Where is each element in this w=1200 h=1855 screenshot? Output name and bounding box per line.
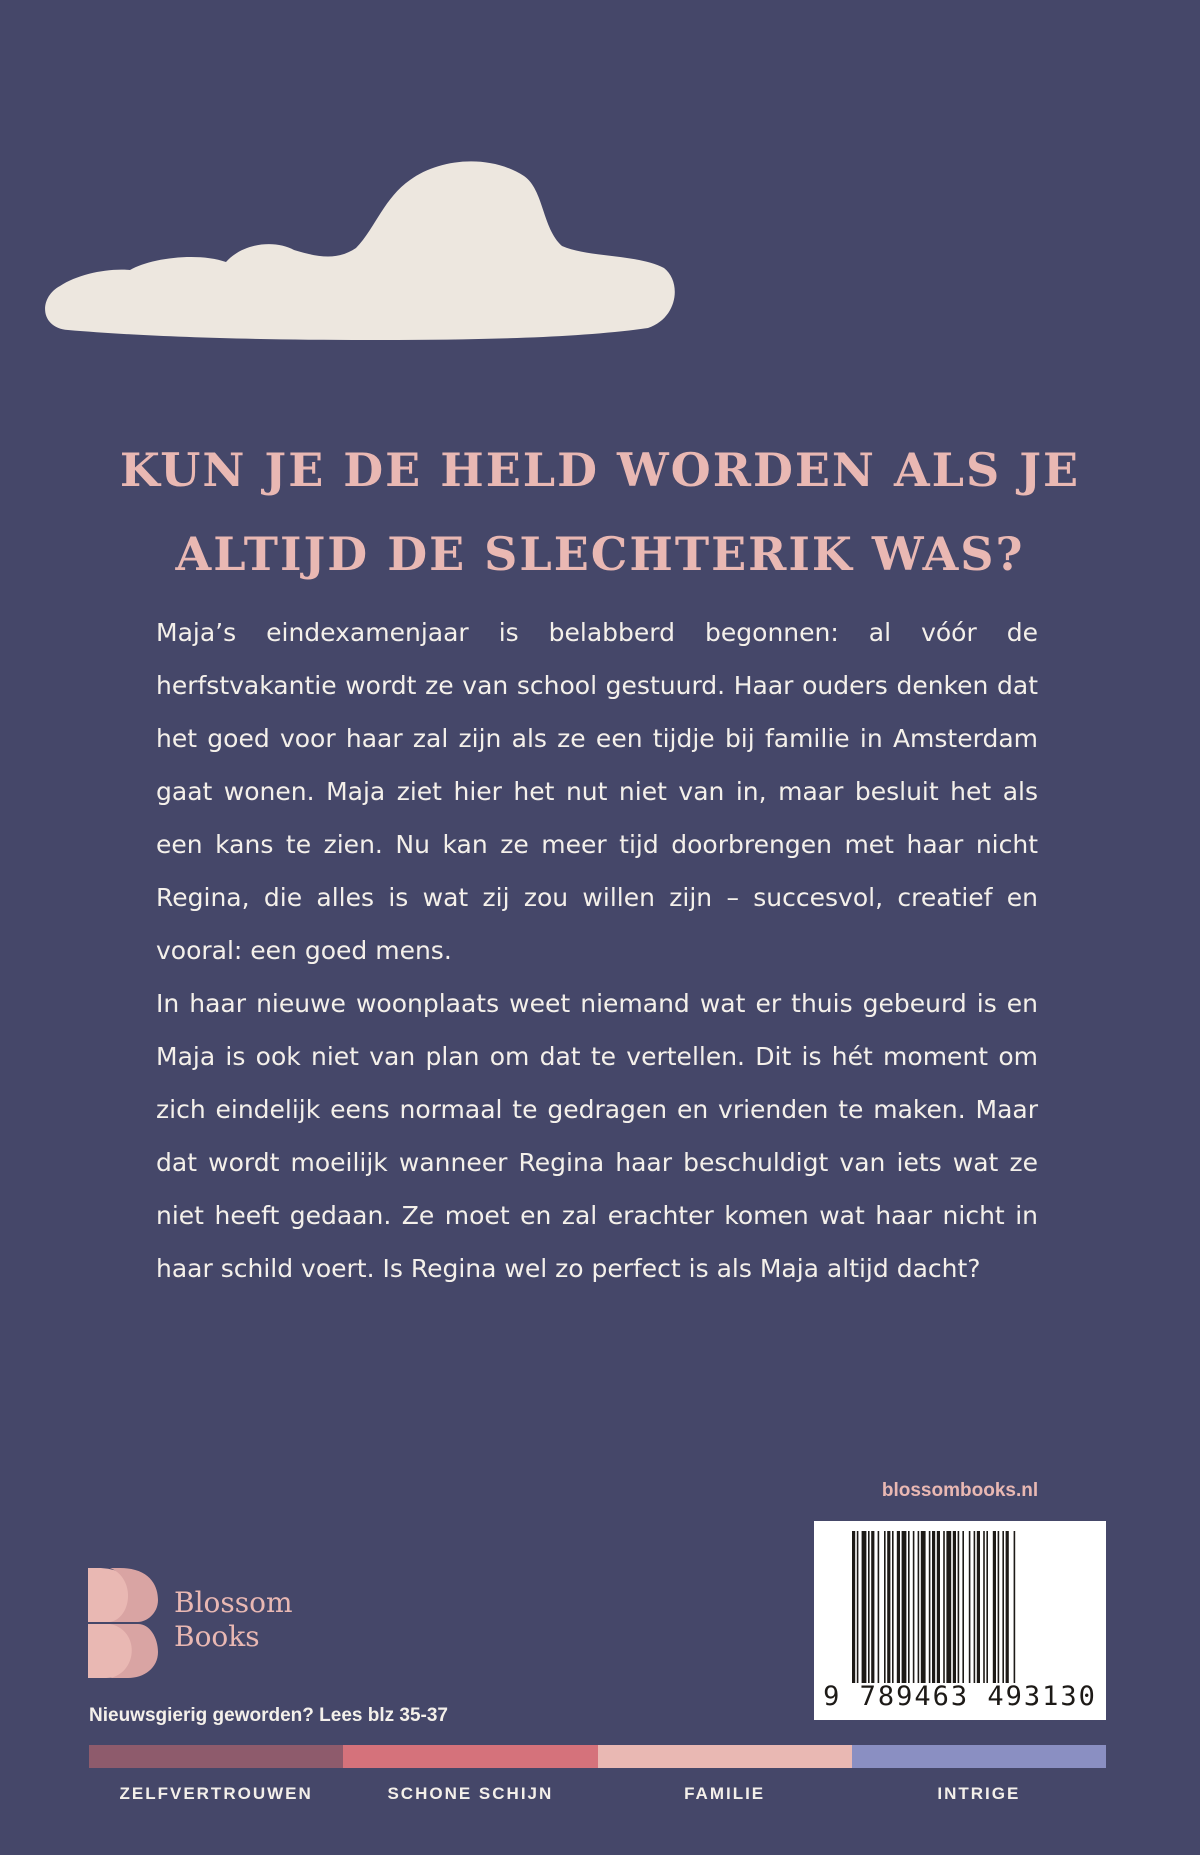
- blossom-books-logo-icon: [88, 1568, 158, 1678]
- barcode-bar: [868, 1531, 870, 1683]
- blurb-paragraph-1: Maja’s eindexamenjaar is belabberd begonnen: al vóór de herfstvakantie wordt ze van school gestuurd. Haar ouders denken dat het goed voor haar zal zijn als ze een tijdje bij familie in Amsterdam gaat wonen. Maja ziet hier het nut niet van in, maar besluit het als een kans te zien. Nu kan ze meer tijd doorbrengen met haar nicht Regina, die alles is wat zij zou willen zijn – succesvol, creatief en vooral: een goed mens.: [156, 618, 1038, 965]
- barcode-bar: [993, 1531, 996, 1683]
- barcode-bar: [918, 1531, 920, 1683]
- barcode-bar: [1006, 1531, 1009, 1683]
- barcode-bar: [974, 1531, 976, 1683]
- barcode-bar: [962, 1531, 964, 1683]
- barcode-bars: [852, 1531, 1068, 1683]
- barcode-bar: [862, 1531, 867, 1683]
- headline-line-2: ALTIJD DE SLECHTERIK WAS?: [175, 527, 1025, 581]
- barcode-bar: [958, 1531, 960, 1683]
- barcode-bar: [1014, 1531, 1016, 1683]
- barcode-bar: [871, 1531, 874, 1683]
- cloud-illustration: [38, 150, 678, 340]
- barcode-bar: [937, 1531, 940, 1683]
- theme-color-segment: [343, 1745, 597, 1768]
- barcode-bar: [908, 1531, 910, 1683]
- headline-line-1: KUN JE DE HELD WORDEN ALS JE: [119, 443, 1081, 497]
- theme-color-segment: [89, 1745, 343, 1768]
- barcode-bar: [953, 1531, 956, 1683]
- barcode-bar: [986, 1531, 988, 1683]
- barcode-bar: [998, 1531, 1000, 1683]
- barcode-bar: [878, 1531, 880, 1683]
- publisher-name: [174, 1586, 293, 1654]
- theme-color-segment: [598, 1745, 852, 1768]
- theme-color-segment: [852, 1745, 1106, 1768]
- barcode-bar: [913, 1531, 915, 1683]
- barcode-bar: [857, 1531, 859, 1683]
- barcode-bar: [921, 1531, 926, 1683]
- theme-color-bar: [89, 1745, 1106, 1768]
- teaser-text: Nieuwsgierig geworden? Lees blz 35-37: [89, 1705, 448, 1726]
- barcode-bar: [946, 1531, 951, 1683]
- barcode-bar: [902, 1531, 907, 1683]
- barcode-bar: [969, 1531, 971, 1683]
- barcode-bar: [1002, 1531, 1004, 1683]
- theme-label: SCHONE SCHIJN: [387, 1784, 554, 1803]
- barcode-bar: [892, 1531, 894, 1683]
- headline: [100, 428, 1100, 596]
- publisher-website[interactable]: blossombooks.nl: [881, 1480, 1039, 1501]
- barcode-bar: [897, 1531, 900, 1683]
- barcode: [814, 1521, 1106, 1720]
- barcode-bar: [884, 1531, 886, 1683]
- barcode-bar: [929, 1531, 931, 1683]
- theme-label: FAMILIE: [684, 1784, 766, 1803]
- publisher-name-line-1: Blossom: [174, 1586, 293, 1619]
- theme-label: INTRIGE: [937, 1784, 1021, 1803]
- blurb-paragraph-2: In haar nieuwe woonplaats weet niemand wat er thuis gebeurd is en Maja is ook niet van plan om dat te vertellen. Dit is hét moment om zich eindelijk eens normaal te gedragen en vrienden te maken. Maar dat wordt moeilijk wanneer Regina haar beschuldigt van iets wat ze niet heeft gedaan. Ze moet en zal erachter komen wat haar nicht in haar schild voert. Is Regina wel zo perfect is als Maja altijd dacht?: [156, 989, 1038, 1283]
- barcode-bar: [977, 1531, 980, 1683]
- barcode-bar: [887, 1531, 890, 1683]
- publisher-name-line-2: Books: [174, 1620, 260, 1653]
- isbn-number: 9 789463 493130: [823, 1681, 1097, 1712]
- barcode-bar: [932, 1531, 935, 1683]
- barcode-bar: [943, 1531, 945, 1683]
- barcode-bar: [852, 1531, 855, 1683]
- theme-label: ZELFVERTROUWEN: [119, 1784, 313, 1803]
- theme-labels: [89, 1784, 1106, 1804]
- barcode-bar: [983, 1531, 985, 1683]
